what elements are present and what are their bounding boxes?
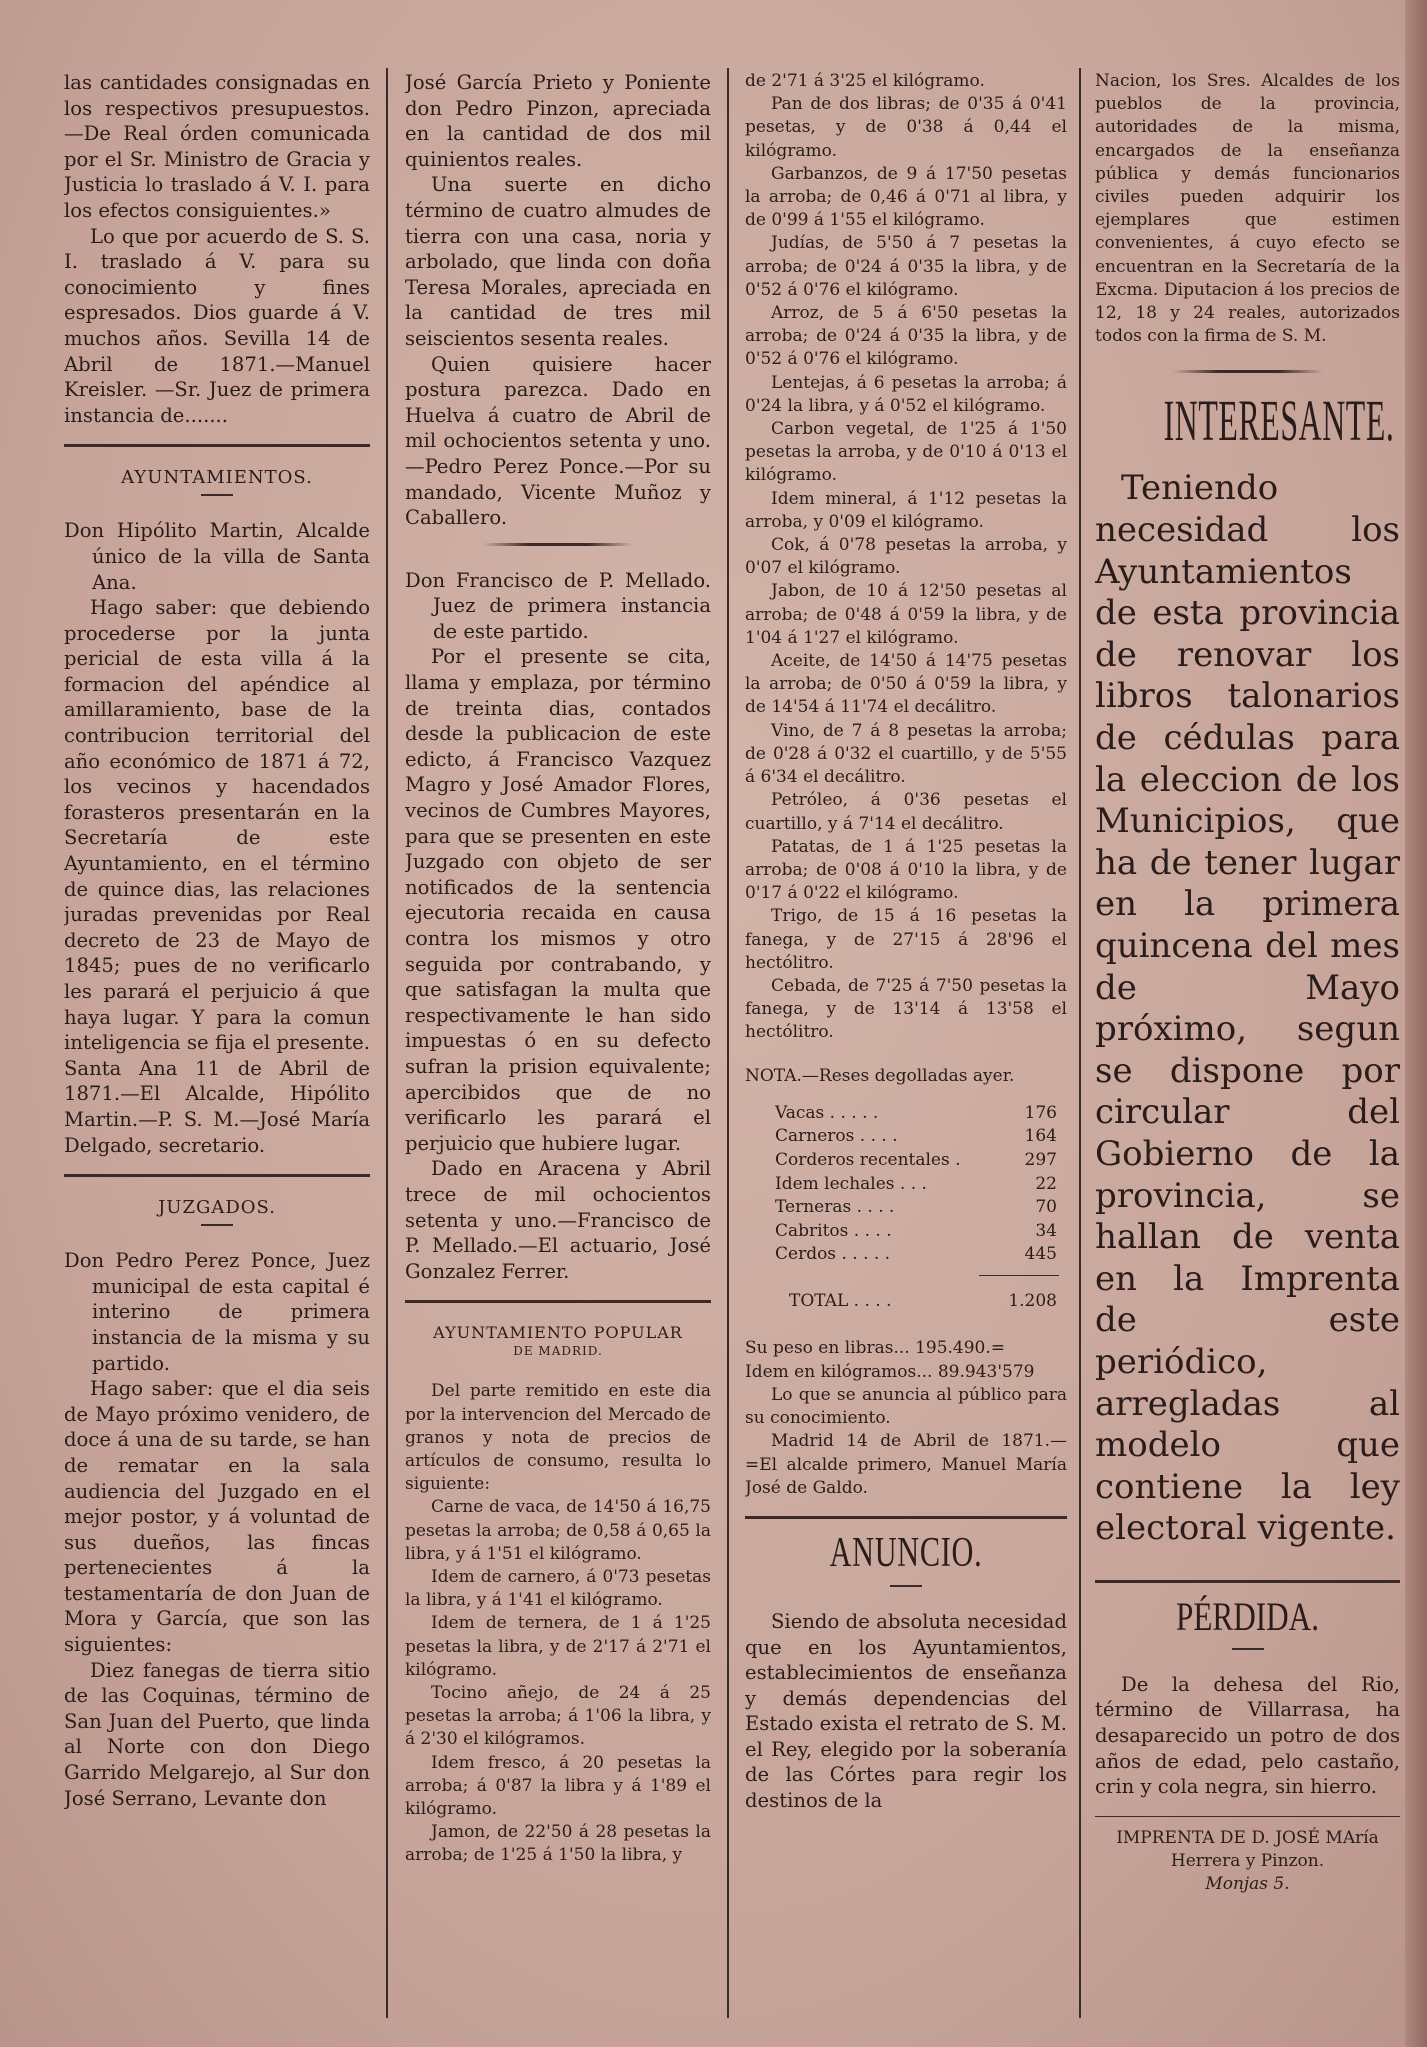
price-item: Garbanzos, de 9 á 17'50 pesetas la arroba; de 0,46 á 0'71 al libra, y de 0'99 á 1'55 el kilógramo. [745,163,1067,231]
price-item: Idem de carnero, á 0'73 pesetas la libra, y á 1'41 el kilógramo. [405,1566,711,1611]
price-item: Cebada, de 7'25 á 7'50 pesetas la fanega, y de 13'14 á 13'58 el hectólitro. [745,975,1067,1043]
text-paragraph: Lo que se anuncia al público para su conocimiento. [745,1384,1067,1429]
price-item: Lentejas, á 6 pesetas la arroba; á 0'24 la libra, y á 0'52 el kilógramo. [745,372,1067,416]
text-paragraph: Don Hipólito Martin, Alcalde único de la villa de Santa Ana. [64,519,370,594]
price-item: Idem fresco, á 20 pesetas la arroba; á 0'87 la libra y á 1'89 el kilógramo. [405,1752,711,1819]
price-item: Trigo, de 15 á 16 pesetas la fanega, y de 27'15 á 28'96 el hectólitro. [745,906,1067,973]
column-divider [1079,68,1081,2018]
reses-value: 164 [1024,1126,1057,1147]
leader-dots: . . . . . [841,1244,891,1265]
reses-name: Terneras [775,1197,852,1218]
section-rule [1095,1816,1400,1817]
price-item: Petróleo, á 0'36 pesetas el cuartillo, y á 7'14 el decálitro. [745,790,1067,834]
leader-dots: . . . . . [829,1102,879,1123]
section-rule [745,1516,1067,1519]
reses-row [745,1243,1067,1267]
price-item: Aceite, de 14'50 á 14'75 pesetas la arroba; de 0'50 á 0'59 la libra, y de 14'54 á 11'74 el decálitro. [745,651,1067,718]
ornament-rule [483,543,633,546]
price-item: Jamon, de 22'50 á 28 pesetas la arroba; de 1'25 á 1'50 la libra, y [405,1822,711,1866]
text-paragraph: Siendo de absoluta necesidad que en los Ayuntamientos, establecimientos de enseñanza y demás dependencias del Estado exista el retrato de S. M. el Rey, elegido por la soberanía de las Córtes para regir los destinos de la [745,1609,1067,1813]
text-paragraph: De la dehesa del Rio, término de Villarrasa, ha desaparecido un potro de dos años de edad, pelo castaño, crin y cola negra, sin hierro. [1095,1672,1400,1799]
perdida-title: PÉRDIDA. [1175,1593,1320,1639]
reses-value: 445 [1024,1244,1057,1265]
text-paragraph: Madrid 14 de Abril de 1871.— =El alcalde primero, Manuel María José de Galdo. [745,1431,1067,1498]
price-item: Carbon vegetal, de 1'25 á 1'50 pesetas la arroba, y de 0'10 á 0'13 el kilógramo. [745,419,1067,486]
price-item: Idem mineral, á 1'12 pesetas la arroba, y 0'09 el kilógramo. [745,488,1067,532]
text-paragraph: Don Francisco de P. Mellado. Juez de primera instancia de este partido. [405,568,711,643]
price-item: Cok, á 0'78 pesetas la arroba, y 0'07 el kilógramo. [745,535,1067,579]
section-rule [405,1300,711,1303]
leader-dots: . . . [899,1173,927,1194]
text-paragraph: Por el presente se cita, llama y emplaza, por término de treinta dias, contados desde la publicacion de este edicto, á Francisco Vazquez Magro y José Amador Flores, vecinos de Cumbres Mayores, para que se presenten en este Juzgado con objeto de ser notificados de la sentencia ejecutoria recaida en causa contra los mismos y otro seguida por contrabando, y que satisfagan la multa que respectivamente le han sido impuestas ó en su defecto sufran la prision equivalente; apercibidos que de no verificarlo les parará el perjuicio que hubiere lugar. [405,645,711,1155]
section-rule [64,444,370,447]
section-heading: AYUNTAMIENTOS. [121,467,313,489]
text-paragraph: Don Pedro Perez Ponce, Juez municipal de esta capital é interino de primera instancia de la misma y su partido. [64,1249,370,1375]
leader-dots: . . . . [856,1197,895,1218]
imprint: IMPRENTA DE D. JOSÉ MAría Herrera y Pinzon. [1116,1827,1379,1872]
price-item: Pan de dos libras; de 0'35 á 0'41 pesetas, y de 0'38 á 0,44 el kilógramo. [745,94,1067,161]
reses-value: 34 [1035,1220,1057,1241]
leader-dots: . . . . [859,1126,898,1147]
section-subheading: DE MADRID. [513,1344,603,1359]
price-item: Jabon, de 10 á 12'50 pesetas al arroba; de 0'48 á 0'59 la libra, y de 1'04 á 1'27 el kilógramo. [745,581,1067,648]
column-4 [1095,70,1400,1896]
reses-list [745,1102,1067,1314]
reses-name: Idem lechales [775,1173,895,1194]
column-1 [64,70,370,1811]
leader-dots: . . . . [853,1220,892,1241]
price-item: de 2'71 á 3'25 el kilógramo. [745,71,985,91]
heading-dash [1232,1648,1264,1650]
section-rule [1095,1580,1400,1583]
text-line: Su peso en libras... 195.490.= [745,1338,1006,1359]
reses-name: Cabritos [775,1220,849,1241]
reses-row [745,1196,1067,1220]
price-item: Idem de ternera, de 1 á 1'25 pesetas la libra, y de 2'17 á 2'71 el kilógramo. [405,1613,711,1680]
column-2 [405,70,711,1868]
text-paragraph: Hago saber: que el dia seis de Mayo próximo venidero, de doce á una de su tarde, se han de rematar en la sala audiencia del Juzgado en el mejor postor, y á voluntad de sus dueños, las fincas pertenecientes á la testamentaría de don Juan de Mora y García, que son las siguientes: [64,1377,370,1657]
text-paragraph: Dado en Aracena y Abril trece de mil ochocientos setenta y uno.—Francisco de P. Mellado.—El actuario, José Gonzalez Ferrer. [405,1157,711,1283]
reses-row [745,1149,1067,1173]
text-paragraph: las cantidades consignadas en los respectivos presupuestos. —De Real órden comunicada por el Sr. Ministro de Gracia y Justicia lo traslado á V. I. para los efectos consiguientes.» [64,71,370,222]
total-value: 1.208 [1008,1290,1057,1311]
ornament-rule [1173,370,1323,373]
column-3 [745,70,1067,1814]
text-paragraph: Hago saber: que debiendo procederse por la junta pericial de esta villa á la formacion del apéndice al amillaramiento, base de la contribucion territorial del año económico de 1871 á 72, los vecinos y hacendados forasteros presentarán en la Secretaría de este Ayuntamiento, en el término de quince dias, las relaciones juradas prevenidas por Real decreto de 23 de Mayo de 1845; pues de no verificarlo les parará el perjuicio á que haya lugar. Y para la comun inteligencia se fija el presente. Santa Ana 11 de Abril de 1871.—El Alcalde, Hipólito Martin.—P. S. M.—José María Delgado, secretario. [64,596,370,1157]
leader-dots: . [955,1149,961,1170]
total-label: TOTAL . . . . [789,1290,892,1311]
imprint-address: Monjas 5. [1205,1874,1290,1895]
text-paragraph: Lo que por acuerdo de S. S. I. traslado á V. para su conocimiento y fines espresados. Dios guarde á V. muchos años. Sevilla 14 de Abril de 1871.—Manuel Kreisler. —Sr. Juez de primera instancia de....... [64,224,370,427]
reses-value: 297 [1024,1149,1057,1170]
interesante-title: INTERESANTE. [1163,388,1395,454]
interesante-text: Teniendo necesidad los Ayuntamientos de esta provincia de renovar los libros talonarios de cédulas para la eleccion de los Municipios, que ha de tener lugar en la primera quincena del mes de Mayo próximo, segun se dispone por circular del Gobierno de la provincia, se hallan de venta en la Imprenta de este periódico, arregladas al modelo que contiene la ley electoral vigente. [1095,468,1400,1549]
price-item: Carne de vaca, de 14'50 á 16,75 pesetas la arroba; de 0,58 á 0,65 la libra, y á 1'51 el kilógramo. [405,1497,711,1564]
sum-rule [979,1275,1059,1276]
reses-name: Cerdos [775,1244,837,1265]
nota-heading: NOTA.—Reses degolladas ayer. [745,1065,1015,1086]
page-edge [1405,0,1427,2047]
heading-dash [201,1224,233,1226]
price-item: Judías, de 5'50 á 7 pesetas la arroba; de 0'24 á 0'35 la libra, y de 0'52 á 0'76 el kilógramo. [745,233,1067,300]
section-rule [64,1174,370,1177]
column-divider [727,68,729,2018]
reses-row [745,1220,1067,1244]
price-item: Arroz, de 5 á 6'50 pesetas la arroba; de 0'24 á 0'35 la libra, y de 0'52 á 0'76 el kilógramo. [745,303,1067,370]
anuncio-title: ANUNCIO. [829,1529,983,1576]
text-paragraph: Diez fanegas de tierra sitio de las Coquinas, término de San Juan del Puerto, que linda al Norte con don Diego Garrido Melgarejo, al Sur don José Serrano, Levante don [64,1658,370,1810]
text-paragraph: Una suerte en dicho término de cuatro almudes de tierra con una casa, noria y arbolado, que linda con doña Teresa Morales, apreciada en la cantidad de tres mil seiscientos sesenta reales. [405,173,711,350]
reses-value: 176 [1024,1102,1057,1123]
reses-name: Vacas [775,1102,825,1123]
section-heading: AYUNTAMIENTO POPULAR [433,1323,683,1343]
reses-value: 70 [1035,1197,1057,1218]
heading-dash [201,494,233,496]
reses-row [745,1173,1067,1197]
column-divider [386,68,388,2018]
text-paragraph: Del parte remitido en este dia por la intervencion del Mercado de granos y nota de precios de artículos de consumo, resulta lo siguiente: [405,1381,711,1495]
reses-row [745,1125,1067,1149]
price-item: Patatas, de 1 á 1'25 pesetas la arroba; de 0'08 á 0'10 la libra, y de 0'17 á 0'22 el kilógramo. [745,836,1067,904]
reses-name: Carneros [775,1126,855,1147]
total-row [745,1290,1067,1314]
section-heading: JUZGADOS. [158,1197,276,1219]
reses-row [745,1102,1067,1126]
price-item: Vino, de 7 á 8 pesetas la arroba; de 0'28 á 0'32 el cuartillo, y de 5'55 á 6'34 el decálitro. [745,720,1067,788]
price-item: Tocino añejo, de 24 á 25 pesetas la arroba; á 1'06 la libra, y á 2'30 el kilógramos. [405,1682,711,1750]
heading-dash [890,1585,922,1587]
text-paragraph: José García Prieto y Poniente don Pedro Pinzon, apreciada en la cantidad de dos mil quinientos reales. [405,71,711,171]
text-paragraph: Nacion, los Sres. Alcaldes de los pueblos de la provincia, autoridades de la misma, encargados de la enseñanza pública y demás funcionarios civiles pueden adquirir los ejemplares que estimen convenientes, á cuyo efecto se encuentran en la Secretaría de la Excma. Diputacion á los precios de 12, 18 y 24 reales, autorizados todos con la firma de S. M. [1095,71,1400,347]
text-paragraph: Quien quisiere hacer postura parezca. Dado en Huelva á cuatro de Abril de mil ochocientos setenta y uno.—Pedro Perez Ponce.—Por su mandado, Vicente Muñoz y Caballero. [405,352,711,530]
reses-value: 22 [1035,1173,1057,1194]
text-line: Idem en kilógramos... 89.943'579 [745,1361,1035,1382]
reses-name: Corderos recentales [775,1149,950,1170]
